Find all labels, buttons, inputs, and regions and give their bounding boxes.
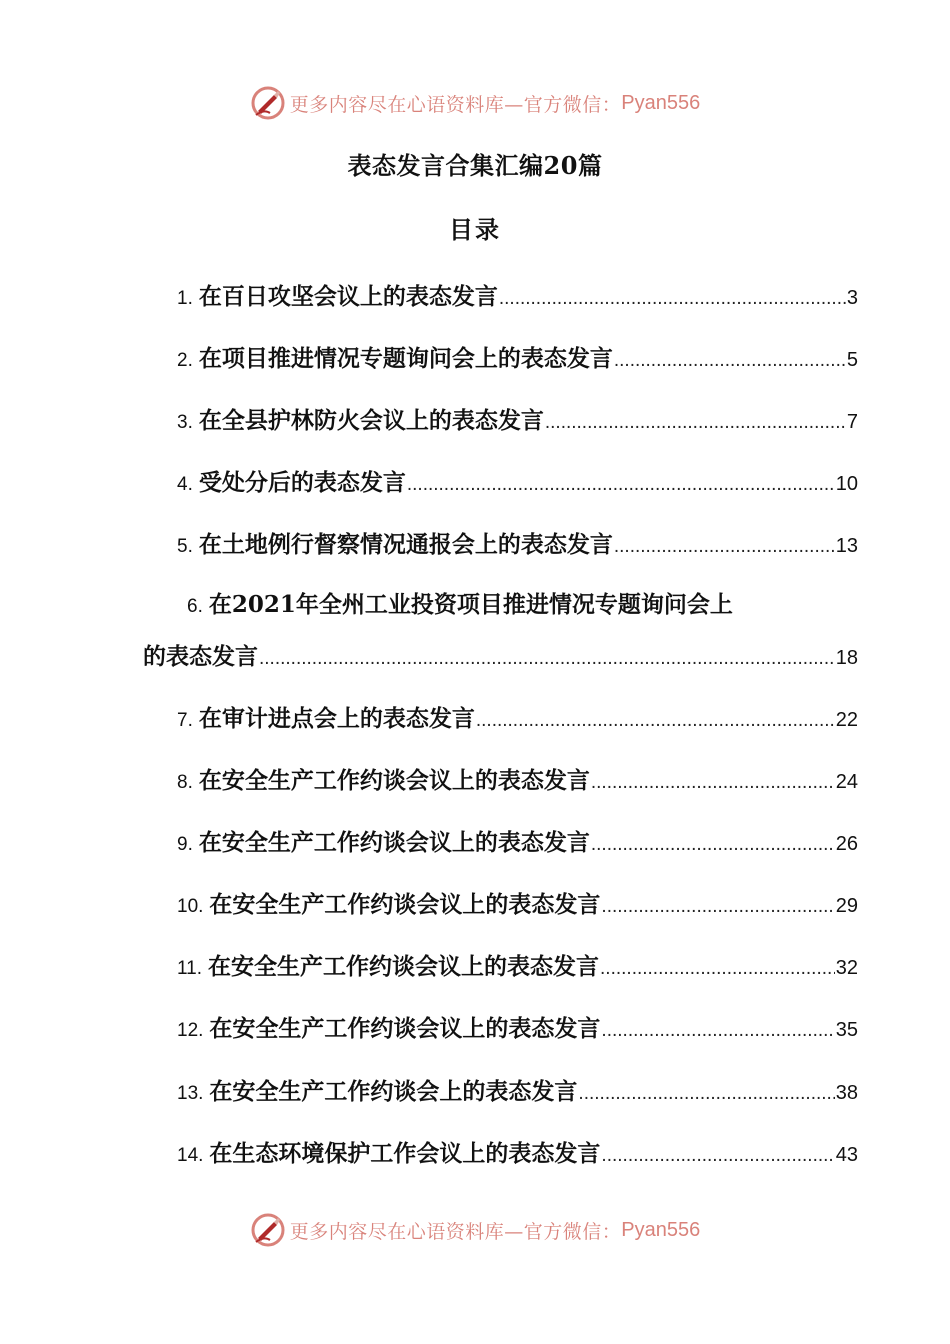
toc-entry-number: 7. xyxy=(177,710,193,731)
toc-entry[interactable] xyxy=(177,340,858,374)
pen-logo-icon xyxy=(250,85,286,121)
banner-text: 更多内容尽在心语资料库—官方微信： xyxy=(289,93,622,116)
dot-leader xyxy=(601,1020,834,1042)
dot-leader xyxy=(601,1145,834,1167)
toc-entry[interactable] xyxy=(177,526,858,560)
toc-entry-title: 在安全生产工作约谈会上的表态发言 xyxy=(209,1078,578,1105)
toc-entry-title: 在安全生产工作约谈会议上的表态发言 xyxy=(198,767,590,794)
toc-entry-page: 35 xyxy=(835,1019,858,1041)
dot-leader xyxy=(601,896,834,918)
dot-leader xyxy=(407,474,835,496)
toc-entry-number: 13. xyxy=(177,1083,204,1104)
toc-entry-number: 3. xyxy=(177,412,193,433)
dot-leader xyxy=(600,958,835,980)
toc-entry[interactable] xyxy=(177,762,858,796)
toc-entry-number: 4. xyxy=(177,474,193,495)
toc-entry-title: 受处分后的表态发言 xyxy=(198,469,406,496)
toc-entry[interactable] xyxy=(177,824,858,858)
toc-entry-number: 6. xyxy=(187,596,203,617)
dot-leader xyxy=(545,412,846,434)
toc-entry-title: 在百日攻坚会议上的表态发言 xyxy=(198,283,498,310)
document-title: 表态发言合集汇编20篇 xyxy=(347,151,603,180)
toc-entry-number: 11. xyxy=(177,958,203,979)
toc-entry-page: 38 xyxy=(835,1082,858,1104)
toc-entry-number: 14. xyxy=(177,1145,204,1166)
toc-entry-number: 2. xyxy=(177,350,193,371)
toc-entry-line2[interactable] xyxy=(143,638,858,672)
dot-leader xyxy=(614,536,835,558)
footer-banner xyxy=(0,1210,950,1250)
pen-logo-icon xyxy=(250,1212,286,1248)
toc-heading: 目录 xyxy=(449,215,501,244)
toc-entry-title: 在安全生产工作约谈会议上的表态发言 xyxy=(209,891,601,918)
toc-entry[interactable] xyxy=(177,278,858,312)
toc-entry-page: 10 xyxy=(835,473,858,495)
dot-leader xyxy=(591,772,835,794)
dot-leader xyxy=(614,350,846,372)
dot-leader xyxy=(591,834,835,856)
dot-leader xyxy=(578,1083,834,1105)
toc-entry[interactable] xyxy=(177,948,858,982)
toc-entry-page: 24 xyxy=(835,771,858,793)
toc-entry-line1[interactable] xyxy=(187,586,733,620)
toc-entry-title: 在安全生产工作约谈会议上的表态发言 xyxy=(209,1015,601,1042)
banner-text: 更多内容尽在心语资料库—官方微信： xyxy=(289,1220,622,1243)
toc-entry-page: 26 xyxy=(835,833,858,855)
toc-entry-title: 在全县护林防火会议上的表态发言 xyxy=(198,407,544,434)
toc-entry-number: 12. xyxy=(177,1020,204,1041)
dot-leader xyxy=(259,648,835,670)
toc-entry[interactable] xyxy=(177,402,858,436)
banner-wechat-id: Pyan556 xyxy=(621,91,701,114)
toc-entry-number: 9. xyxy=(177,834,193,855)
toc-entry[interactable] xyxy=(177,1073,858,1107)
toc-entry-page: 32 xyxy=(835,957,858,979)
toc-entry-title: 在项目推进情况专题询问会上的表态发言 xyxy=(198,345,613,372)
toc-entry-page: 3 xyxy=(846,287,858,309)
banner-wechat-id: Pyan556 xyxy=(621,1218,701,1241)
toc-entry[interactable] xyxy=(177,886,858,920)
toc-entry-title: 在土地例行督察情况通报会上的表态发言 xyxy=(198,531,613,558)
toc-entry-title: 在审计进点会上的表态发言 xyxy=(198,705,475,732)
toc-entry[interactable] xyxy=(177,700,858,734)
toc-entry-page: 13 xyxy=(835,535,858,557)
toc-entry-page: 7 xyxy=(846,411,858,433)
header-banner xyxy=(0,83,950,123)
toc-entry-title: 在生态环境保护工作会议上的表态发言 xyxy=(209,1140,601,1167)
toc-entry-number: 8. xyxy=(177,772,193,793)
toc-entry[interactable] xyxy=(177,1135,858,1169)
toc-entry-title-continued: 的表态发言 xyxy=(143,643,258,670)
toc-entry-title: 在安全生产工作约谈会议上的表态发言 xyxy=(208,953,600,980)
toc-entry-page: 29 xyxy=(835,895,858,917)
dot-leader xyxy=(499,288,846,310)
toc-entry-page: 22 xyxy=(835,709,858,731)
toc-entry-page: 18 xyxy=(835,647,858,669)
toc-entry-number: 10. xyxy=(177,896,204,917)
toc-entry-page: 5 xyxy=(846,349,858,371)
toc-entry-page: 43 xyxy=(835,1144,858,1166)
toc-entry[interactable] xyxy=(177,1010,858,1044)
toc-entry-title: 在安全生产工作约谈会议上的表态发言 xyxy=(198,829,590,856)
toc-entry-title: 在2021年全州工业投资项目推进情况专题询问会上 xyxy=(208,591,733,618)
dot-leader xyxy=(476,710,835,732)
toc-entry-number: 5. xyxy=(177,536,193,557)
toc-entry-number: 1. xyxy=(177,288,193,309)
toc-entry[interactable] xyxy=(177,464,858,498)
